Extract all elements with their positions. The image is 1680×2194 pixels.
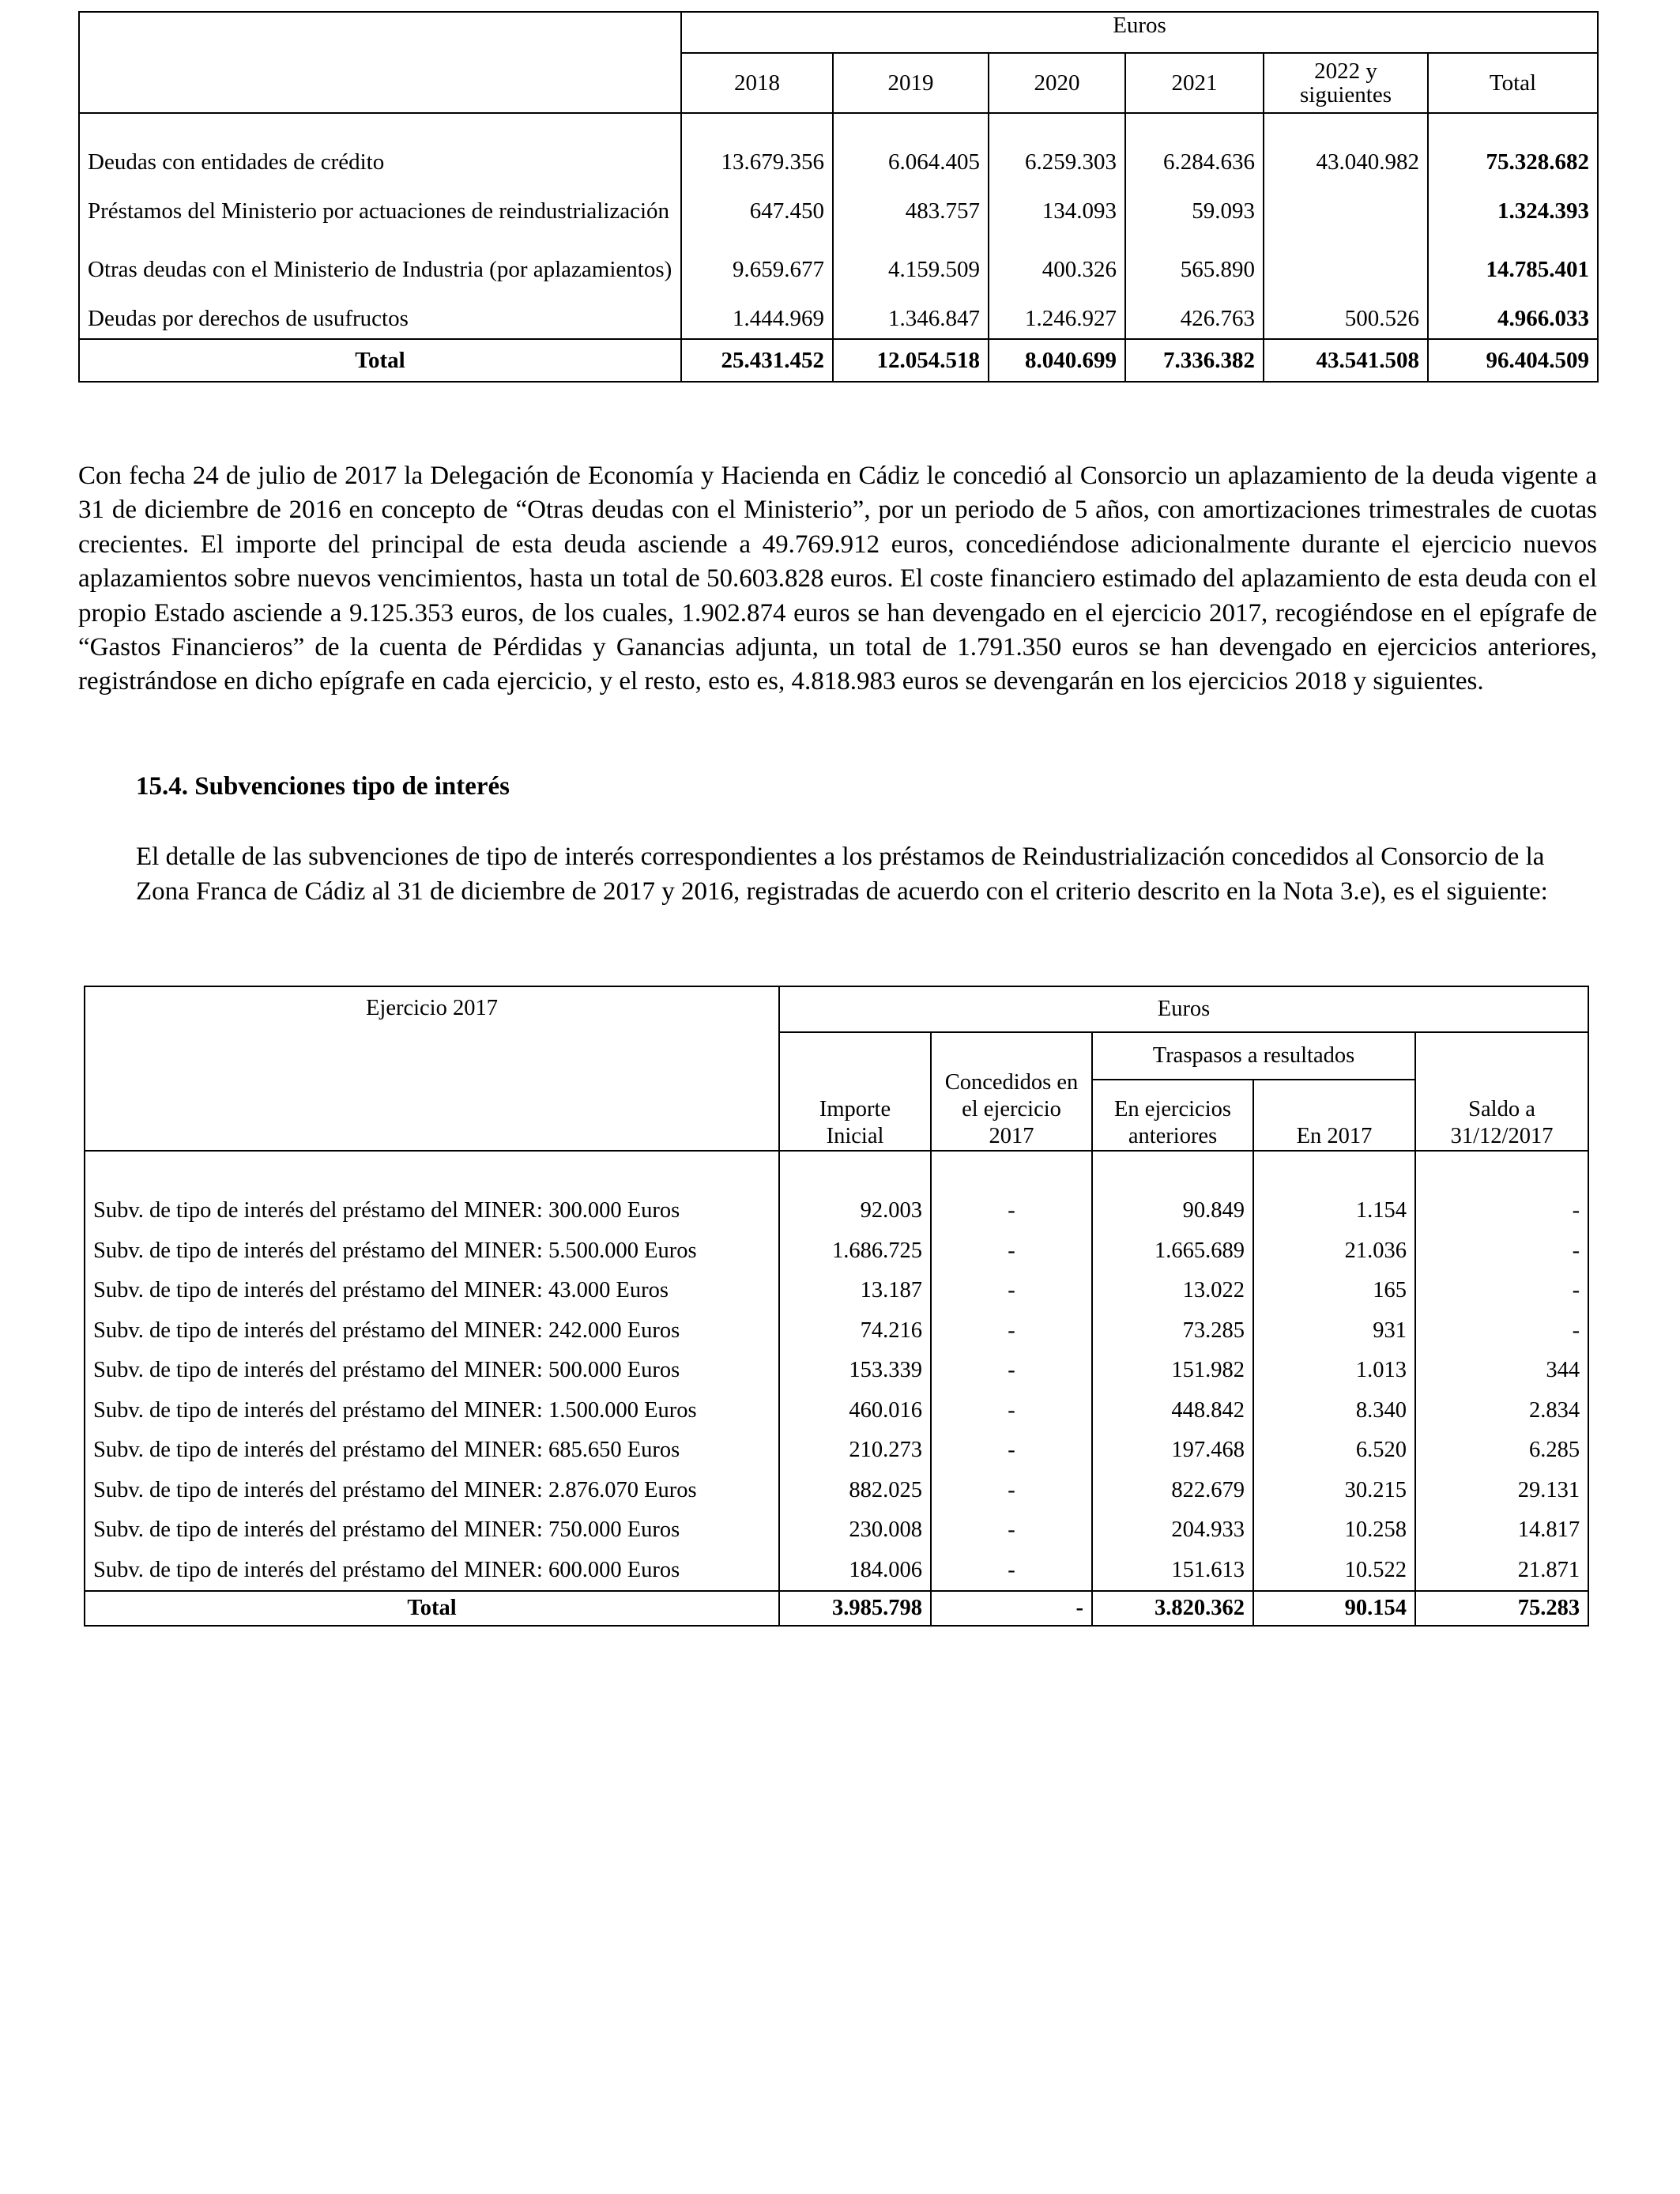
cell: 197.468 — [1092, 1431, 1253, 1471]
table-row — [79, 182, 1598, 240]
table-row — [85, 1471, 1588, 1511]
column-group-header: Euros — [779, 986, 1588, 1032]
column-header: 2019 — [833, 53, 989, 113]
cell: 96.404.509 — [1428, 339, 1598, 382]
total-label: Total — [85, 1591, 779, 1626]
cell: - — [931, 1591, 1092, 1626]
cell: 21.871 — [1415, 1551, 1588, 1592]
row-label: Subv. de tipo de interés del préstamo del MINER: 1.500.000 Euros — [93, 1397, 697, 1423]
cell: 29.131 — [1415, 1471, 1588, 1511]
cell: 74.216 — [779, 1311, 931, 1351]
cell: - — [931, 1551, 1092, 1592]
row-label: Subv. de tipo de interés del préstamo del MINER: 2.876.070 Euros — [93, 1477, 697, 1502]
cell: 14.817 — [1415, 1510, 1588, 1551]
cell: 9.659.677 — [681, 240, 833, 299]
cell: 483.757 — [833, 182, 989, 240]
cell: 151.982 — [1092, 1351, 1253, 1391]
cell: 134.093 — [989, 182, 1125, 240]
cell: 1.246.927 — [989, 299, 1125, 339]
column-header: 2022 y siguientes — [1264, 53, 1428, 113]
total-row — [79, 339, 1598, 382]
cell: 882.025 — [779, 1471, 931, 1511]
cell: - — [931, 1431, 1092, 1471]
cell: 151.613 — [1092, 1551, 1253, 1592]
table-row — [85, 1431, 1588, 1471]
cell: - — [931, 1510, 1092, 1551]
cell: 565.890 — [1125, 240, 1264, 299]
cell: 90.849 — [1092, 1191, 1253, 1231]
cell: - — [931, 1311, 1092, 1351]
cell: - — [931, 1191, 1092, 1231]
cell: 4.159.509 — [833, 240, 989, 299]
cell: 13.679.356 — [681, 142, 833, 182]
column-header: 2020 — [989, 53, 1125, 113]
cell-total: 75.328.682 — [1428, 142, 1598, 182]
table-row — [85, 1191, 1588, 1231]
cell: 426.763 — [1125, 299, 1264, 339]
cell: 153.339 — [779, 1351, 931, 1391]
cell: 931 — [1253, 1311, 1415, 1351]
cell: 1.346.847 — [833, 299, 989, 339]
table-corner — [79, 12, 681, 113]
row-label: Subv. de tipo de interés del préstamo del MINER: 600.000 Euros — [93, 1557, 680, 1582]
debt-maturity-table — [78, 11, 1599, 383]
cell: 344 — [1415, 1351, 1588, 1391]
column-header: Saldo a 31/12/2017 — [1415, 1032, 1588, 1151]
cell: 165 — [1253, 1271, 1415, 1311]
cell: 10.258 — [1253, 1510, 1415, 1551]
cell: 10.522 — [1253, 1551, 1415, 1592]
cell: 2.834 — [1415, 1391, 1588, 1431]
cell: 12.054.518 — [833, 339, 989, 382]
body-paragraph: El detalle de las subvenciones de tipo de interés correspondientes a los préstamos de Reindustrialización concedidos al Consorcio de la Zona Franca de Cádiz al 31 de diciembre de 2017 y 2016, registradas de acuerdo con el criterio descrito en la Nota 3.e), es el siguiente: — [136, 843, 1548, 906]
row-label: Deudas por derechos de usufructos — [88, 306, 409, 331]
cell: 6.259.303 — [989, 142, 1125, 182]
cell: 6.520 — [1253, 1431, 1415, 1471]
column-header: En 2017 — [1253, 1080, 1415, 1151]
cell-total: 4.966.033 — [1428, 299, 1598, 339]
table-row — [85, 1351, 1588, 1391]
cell: 210.273 — [779, 1431, 931, 1471]
row-label: Subv. de tipo de interés del préstamo del MINER: 685.650 Euros — [93, 1438, 680, 1463]
table-row — [85, 1391, 1588, 1431]
row-label: Subv. de tipo de interés del préstamo del MINER: 750.000 Euros — [93, 1517, 680, 1543]
cell: 92.003 — [779, 1191, 931, 1231]
cell: 13.022 — [1092, 1271, 1253, 1311]
row-label: Otras deudas con el Ministerio de Industria (por aplazamientos) — [88, 257, 672, 282]
table-row — [85, 1271, 1588, 1311]
cell: 90.154 — [1253, 1591, 1415, 1626]
cell: 460.016 — [779, 1391, 931, 1431]
total-label: Total — [79, 339, 681, 382]
cell: 30.215 — [1253, 1471, 1415, 1511]
cell: - — [931, 1391, 1092, 1431]
interest-subsidy-table — [84, 986, 1589, 1627]
cell: 647.450 — [681, 182, 833, 240]
cell: 184.006 — [779, 1551, 931, 1592]
column-header: Total — [1428, 53, 1598, 113]
cell: 75.283 — [1415, 1591, 1588, 1626]
row-label: Subv. de tipo de interés del préstamo del MINER: 242.000 Euros — [93, 1318, 680, 1343]
cell: 6.284.636 — [1125, 142, 1264, 182]
body-paragraph: Con fecha 24 de julio de 2017 la Delegación de Economía y Hacienda en Cádiz le concedió al Consorcio un aplazamiento de la deuda vigente a 31 de diciembre de 2016 en concepto de “Otras deudas con el Ministerio”, por un periodo de 5 años, con amortizaciones trimestrales de cuotas crecientes. El importe del principal de esta deuda asciende a 49.769.912 euros, concediéndose adicionalmente durante el ejercicio nuevos aplazamientos sobre nuevos vencimientos, hasta un total de 50.603.828 euros. El coste financiero estimado del aplazamiento de esta deuda con el propio Estado asciende a 9.125.353 euros, de los cuales, 1.902.874 euros se han devengado en el ejercicio 2017, recogiéndose en el epígrafe de “Gastos Financieros” de la cuenta de Pérdidas y Ganancias adjunta, un total de 1.791.350 euros se han devengado en ejercicios anteriores, registrándose en dicho epígrafe en cada ejercicio, y el resto, esto es, 4.818.983 euros se devengarán en los ejercicios 2018 y siguientes. — [78, 462, 1597, 696]
row-label: Subv. de tipo de interés del préstamo del MINER: 43.000 Euros — [93, 1278, 669, 1303]
section-heading: 15.4. Subvenciones tipo de interés — [136, 772, 510, 801]
cell: - — [1415, 1231, 1588, 1272]
cell: - — [931, 1351, 1092, 1391]
column-subgroup-header: Traspasos a resultados — [1092, 1032, 1415, 1080]
cell: 1.444.969 — [681, 299, 833, 339]
table-row — [79, 142, 1598, 182]
row-label: Subv. de tipo de interés del préstamo del MINER: 300.000 Euros — [93, 1198, 680, 1223]
row-label: Deudas con entidades de crédito — [88, 149, 385, 175]
cell: 8.040.699 — [989, 339, 1125, 382]
row-label: Préstamos del Ministerio por actuaciones de reindustrialización — [88, 198, 670, 224]
cell: 204.933 — [1092, 1510, 1253, 1551]
cell: 1.686.725 — [779, 1231, 931, 1272]
cell: 1.665.689 — [1092, 1231, 1253, 1272]
total-row — [85, 1591, 1588, 1626]
cell: - — [1415, 1311, 1588, 1351]
cell: 21.036 — [1253, 1231, 1415, 1272]
cell: - — [931, 1271, 1092, 1311]
column-header: 2021 — [1125, 53, 1264, 113]
cell: - — [1415, 1191, 1588, 1231]
cell: 400.326 — [989, 240, 1125, 299]
cell: 500.526 — [1264, 299, 1428, 339]
cell: - — [931, 1471, 1092, 1511]
cell: 1.154 — [1253, 1191, 1415, 1231]
cell: 73.285 — [1092, 1311, 1253, 1351]
cell — [1264, 182, 1428, 240]
cell: 448.842 — [1092, 1391, 1253, 1431]
table-row — [85, 1311, 1588, 1351]
table-row — [85, 1551, 1588, 1592]
column-header: Concedidos en el ejercicio 2017 — [931, 1032, 1092, 1151]
cell-total: 1.324.393 — [1428, 182, 1598, 240]
cell: 43.541.508 — [1264, 339, 1428, 382]
cell: 6.064.405 — [833, 142, 989, 182]
cell: 43.040.982 — [1264, 142, 1428, 182]
table-corner-label: Ejercicio 2017 — [85, 986, 779, 1151]
cell: 3.985.798 — [779, 1591, 931, 1626]
cell: - — [1415, 1271, 1588, 1311]
cell: 3.820.362 — [1092, 1591, 1253, 1626]
cell: 25.431.452 — [681, 339, 833, 382]
table-row — [79, 240, 1598, 299]
table-row — [85, 1510, 1588, 1551]
cell: 6.285 — [1415, 1431, 1588, 1471]
cell — [1264, 240, 1428, 299]
cell: 1.013 — [1253, 1351, 1415, 1391]
cell-total: 14.785.401 — [1428, 240, 1598, 299]
row-label: Subv. de tipo de interés del préstamo del MINER: 5.500.000 Euros — [93, 1238, 697, 1263]
row-label: Subv. de tipo de interés del préstamo del MINER: 500.000 Euros — [93, 1358, 680, 1383]
cell: 230.008 — [779, 1510, 931, 1551]
cell: - — [931, 1231, 1092, 1272]
table-row — [79, 299, 1598, 339]
column-header: En ejercicios anteriores — [1092, 1080, 1253, 1151]
cell: 59.093 — [1125, 182, 1264, 240]
cell: 8.340 — [1253, 1391, 1415, 1431]
cell: 822.679 — [1092, 1471, 1253, 1511]
table-row — [85, 1231, 1588, 1272]
cell: 13.187 — [779, 1271, 931, 1311]
cell: 7.336.382 — [1125, 339, 1264, 382]
column-header: Importe Inicial — [779, 1032, 931, 1151]
column-header: 2018 — [681, 53, 833, 113]
column-group-header: Euros — [681, 12, 1598, 53]
